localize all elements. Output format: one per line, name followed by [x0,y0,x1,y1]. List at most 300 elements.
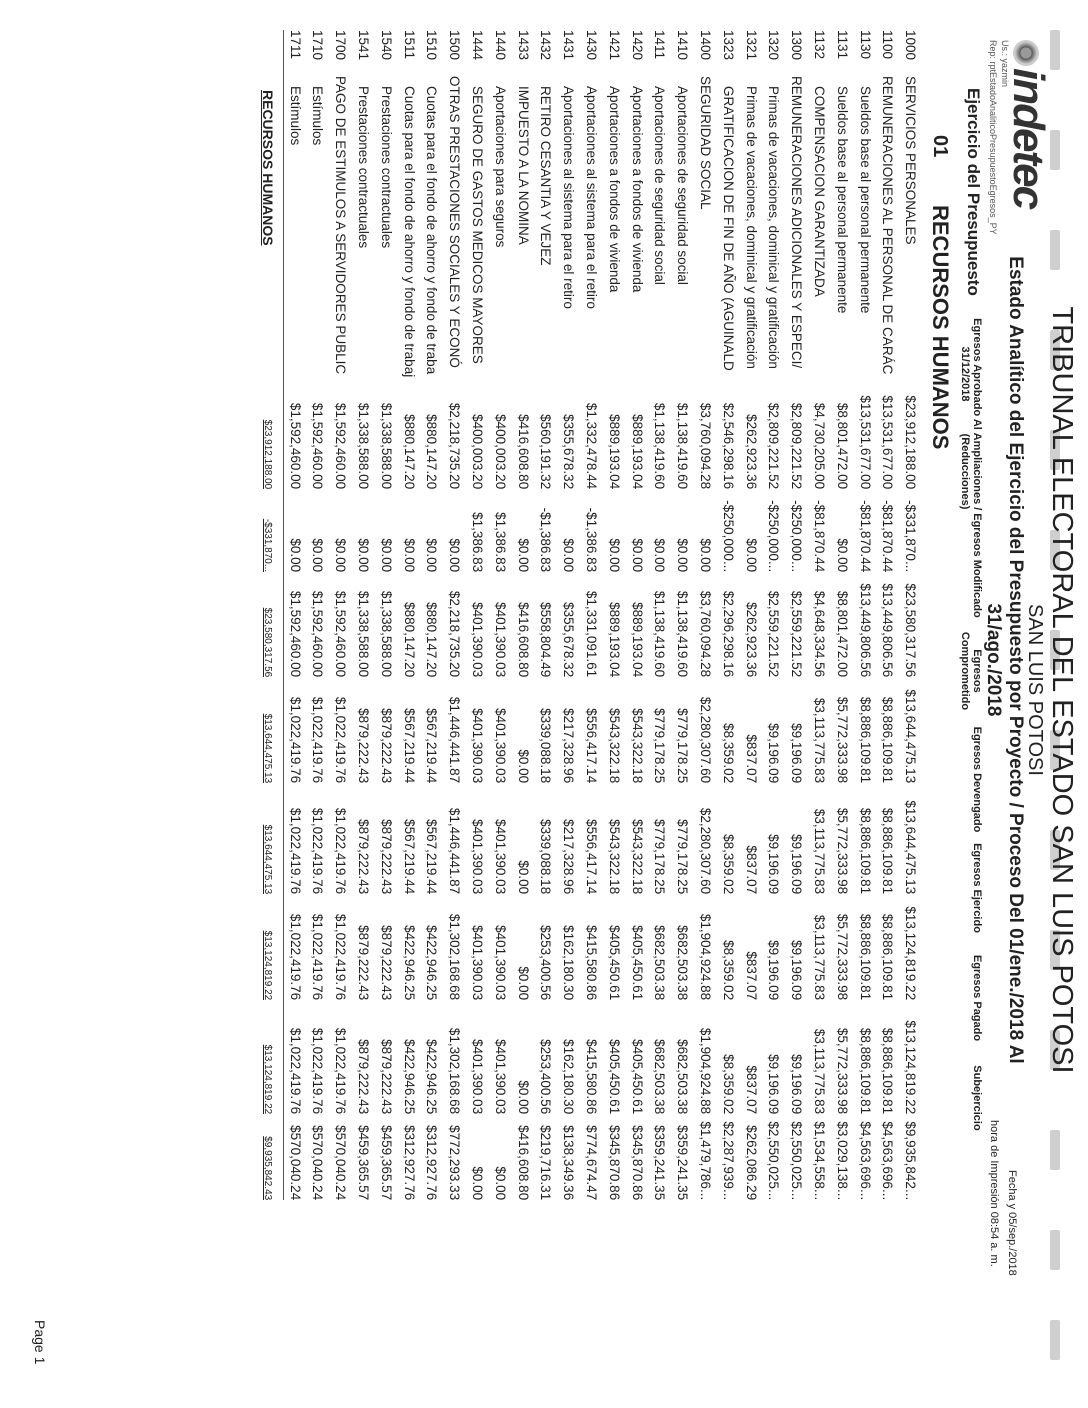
row-description: OTRAS PRESTACIONES SOCIALES Y ECONÓ [447,76,463,368]
row-value: $1,592,460.00 [333,402,349,490]
row-value: $682,503.38 [652,1039,668,1115]
row-value: $422,946.25 [401,925,417,1001]
row-value: $3,760,094.28 [697,590,713,678]
row-value: -$250,000... [789,500,805,573]
row-value: $879,222.43 [378,925,394,1001]
row-value: $8,886,109.81 [857,807,873,895]
row-description: Aportaciones para seguros [492,86,508,248]
row-value: -$1,386.83 [583,507,599,573]
row-value: $9,935,842... [903,1121,919,1201]
row-value: $4,563,696... [857,1121,873,1201]
row-value: $217,328.96 [561,819,577,895]
row-code: 1500 [447,30,463,61]
row-code: 1511 [401,30,417,60]
total-label: RECURSOS HUMANOS [253,70,284,377]
table-row [306,30,329,1200]
row-description: Sueldos base al personal permanente [857,86,873,314]
row-value: $405,450.61 [606,1039,622,1115]
row-value: $459,365.57 [355,1125,371,1201]
row-value: $162,180.30 [561,1039,577,1115]
report-entity-title: TRIBUNAL ELECTORAL DEL ESTADO SAN LUIS POTOSI [1046,306,1078,1074]
row-value: $0.00 [469,1166,485,1201]
row-value: $13,531,677.00 [857,395,873,490]
table-row [694,30,717,1200]
row-code: 1320 [766,30,782,61]
row-value: $4,648,334.56 [811,590,827,678]
row-value: $1,022,419.76 [310,913,326,1001]
row-value: $0.00 [355,538,371,573]
row-value: $543,322.18 [606,708,622,784]
row-code: 1510 [424,30,440,61]
row-value: $5,772,333.98 [834,696,850,784]
row-value: $880,147.20 [424,602,440,678]
row-value: $8,886,109.81 [880,696,896,784]
row-value: $1,022,419.76 [333,913,349,1001]
row-value: $8,359.02 [720,940,736,1001]
row-value: $889,193.04 [629,414,645,490]
row-value: $5,772,333.98 [834,1027,850,1115]
row-value: $355,678.32 [561,414,577,490]
row-value: $682,503.38 [675,1039,691,1115]
row-value: $8,886,109.81 [880,913,896,1001]
table-row [762,30,785,1200]
row-description: Primas de vacaciones, dominical y gratificación [743,86,759,369]
col-header-modificado: Egresos Modificado [971,513,983,618]
row-value: $0.00 [310,538,326,573]
col-header-ampliaciones: Ampliaciones / (Reducciones) [959,432,983,511]
row-value: $889,193.04 [606,414,622,490]
row-value: $1,022,419.76 [287,913,303,1001]
row-code: 1430 [583,30,599,61]
row-value: $253,400.56 [538,925,554,1001]
row-value: $543,322.18 [629,819,645,895]
row-description: Aportaciones a fondos de vivienda [606,86,622,293]
row-value: $8,359.02 [720,723,736,784]
row-value: $570,040.24 [287,1125,303,1201]
row-code: 1420 [629,30,645,61]
table-row [443,30,466,1200]
table-row [854,30,877,1200]
row-value: $779,178.25 [652,819,668,895]
row-code: 1300 [789,30,805,61]
row-code: 1433 [515,30,531,61]
row-value: $682,503.38 [675,925,691,1001]
table-row [489,30,512,1200]
row-code: 1411 [652,30,668,60]
row-value: $359,241.35 [675,1125,691,1201]
row-value: $2,559,221.52 [789,590,805,678]
row-value: $401,390.03 [492,602,508,678]
row-value: $405,450.61 [606,925,622,1001]
row-value: $0.00 [561,538,577,573]
total-value: $13,124,819.22 [253,894,284,1000]
row-value: $401,390.03 [492,819,508,895]
chapter-title: RECURSOS HUMANOS [928,205,953,450]
row-code: 1132 [811,30,827,60]
user-line: Us.: yazmin [1000,40,1010,88]
row-value: $2,546,298.16 [720,402,736,490]
row-value: $1,022,419.76 [287,807,303,895]
col-header-devengado: Egresos Devengado [971,726,983,833]
row-value: $1,386.83 [469,512,485,573]
row-value: $0.00 [697,538,713,573]
table-row [808,30,831,1200]
row-value: $3,113,775.83 [811,1028,827,1115]
row-value: $23,580,317.56 [903,583,919,678]
row-value: $13,124,819.22 [903,906,919,1001]
row-description: Estímulos [310,86,326,146]
row-value: $1,022,419.76 [333,807,349,895]
row-value: $405,450.61 [629,1039,645,1115]
row-description: COMPENSACION GARANTIZADA [811,86,827,297]
row-value: $405,450.61 [629,925,645,1001]
row-value: $1,592,460.00 [333,590,349,678]
row-value: $13,449,806.56 [857,583,873,678]
row-code: 1444 [469,30,485,61]
row-value: $9,196.09 [789,940,805,1001]
col-header-pagado: Egresos Pagado [971,954,983,1042]
row-value: $0.00 [492,1166,508,1201]
row-code: 1000 [903,30,919,61]
row-value: $556,417.14 [583,819,599,895]
row-value: $0.00 [515,749,531,784]
report-subtitle: SAN LUIS POTOSI [1024,604,1046,776]
table-row [534,30,557,1200]
row-value: $0.00 [447,538,463,573]
col-header-comprometido: Egresos Comprometido [959,631,983,711]
row-value: -$250,000... [766,500,782,573]
total-value: $13,644,475.13 [253,783,284,894]
row-value: -$81,870.44 [811,500,827,573]
row-value: $880,147.20 [401,602,417,678]
row-code: 1711 [287,30,303,60]
row-value: $779,178.25 [675,708,691,784]
row-value: $837.07 [743,845,759,895]
row-value: $9,196.09 [766,723,782,784]
row-value: $879,222.43 [378,708,394,784]
row-value: $879,222.43 [355,819,371,895]
report-line: Rep: rptEstadoAnaliticoPresupuestoEgresos_PY [988,40,998,235]
row-value: $543,322.18 [606,819,622,895]
row-value: $8,359.02 [720,834,736,895]
row-value: $0.00 [515,860,531,895]
row-value: $9,196.09 [789,723,805,784]
row-value: $262,923.36 [743,602,759,678]
row-value: $570,040.24 [310,1125,326,1201]
row-value: $0.00 [652,538,668,573]
total-value: $23,580,317.56 [253,572,284,677]
row-value: $879,222.43 [355,708,371,784]
row-value: $401,390.03 [469,925,485,1001]
row-value: $837.07 [743,1065,759,1115]
row-value: $416,608.80 [515,602,531,678]
table-row [899,30,922,1200]
row-value: $1,338,588.00 [378,402,394,490]
row-description: SEGURIDAD SOCIAL [697,76,713,210]
row-value: $567,219.44 [401,708,417,784]
table-row [671,30,694,1200]
row-value: $0.00 [743,538,759,573]
row-value: $0.00 [424,538,440,573]
row-code: 1100 [880,30,896,60]
row-value: $415,580.86 [583,1039,599,1115]
row-value: $345,870.86 [606,1125,622,1201]
row-value: $422,946.25 [401,1039,417,1115]
row-code: 1410 [675,30,691,61]
row-value: $567,219.44 [424,708,440,784]
row-value: $2,296,298.16 [720,590,736,678]
row-value: $2,550,025... [766,1121,782,1201]
row-value: $2,809,221.52 [789,402,805,490]
chapter-number: 01 [929,135,951,158]
row-value: -$1,386.83 [538,507,554,573]
row-code: 1421 [606,30,622,61]
row-description: REMUNERACIONES ADICIONALES Y ESPECI/ [789,76,805,369]
row-code: 1400 [697,30,713,61]
table-row [352,30,375,1200]
row-value: $13,449,806.56 [880,583,896,678]
row-value: $401,390.03 [469,708,485,784]
row-value: $0.00 [629,538,645,573]
table-row [648,30,671,1200]
total-value: $23,912,188.00 [253,377,284,489]
row-value: $556,417.14 [583,708,599,784]
row-value: $1,022,419.76 [333,696,349,784]
row-value: $880,147.20 [401,414,417,490]
row-value: $401,390.03 [492,1039,508,1115]
row-value: $2,559,221.52 [766,590,782,678]
row-value: $2,809,221.52 [766,402,782,490]
report-title: Estado Analítico del Ejercicio del Presupuesto por Proyecto / Proceso Del 01/ene./2018 Al 31/ago./2018 [983,256,1026,1064]
row-value: $774,674.47 [583,1125,599,1201]
row-value: $1,022,419.76 [287,696,303,784]
row-value: $355,678.32 [561,602,577,678]
row-value: $1,446,441.87 [447,696,463,784]
row-value: $837.07 [743,951,759,1001]
total-code-cell [253,30,284,70]
row-value: $558,804.49 [538,602,554,678]
row-value: $8,886,109.81 [880,1027,896,1115]
row-value: $2,280,307.60 [697,807,713,895]
row-value: $401,390.03 [469,819,485,895]
row-value: $0.00 [287,538,303,573]
row-description: RETIRO CESANTIA Y VEJEZ [538,86,554,266]
row-value: $400,003.20 [492,414,508,490]
row-value: $0.00 [515,1080,531,1115]
row-description: Aportaciones al sistema para el retiro [583,86,599,309]
row-value: $3,113,775.83 [811,697,827,784]
row-value: $4,563,696... [880,1121,896,1201]
row-value: $3,760,094.28 [697,402,713,490]
row-value: $889,193.04 [629,602,645,678]
row-code: 1323 [720,30,736,61]
row-value: $1,138,419.60 [652,590,668,678]
row-code: 1431 [561,30,577,61]
row-code: 1541 [355,30,371,61]
table-row [626,30,649,1200]
row-value: $0.00 [834,538,850,573]
page-number: Page 1 [32,1320,48,1365]
row-value: $1,592,460.00 [310,402,326,490]
row-value: $772,293.33 [447,1125,463,1201]
row-value: $0.00 [515,966,531,1001]
row-value: $1,338,588.00 [378,590,394,678]
budget-table [253,30,922,1200]
row-value: $8,801,472.00 [834,402,850,490]
row-value: $1,592,460.00 [287,402,303,490]
logo-globe-icon [1013,40,1039,66]
row-value: $1,138,419.60 [652,402,668,490]
row-value: -$331,870... [903,500,919,573]
row-value: $13,531,677.00 [880,395,896,490]
row-value: $1,022,419.76 [310,696,326,784]
row-value: $1,592,460.00 [310,590,326,678]
row-description: Estímulos [287,86,303,146]
row-code: 1131 [834,30,850,60]
row-value: $4,730,205.00 [811,402,827,490]
row-code: 1440 [492,30,508,61]
table-row [785,30,808,1200]
row-value: $543,322.18 [629,708,645,784]
row-value: $359,241.35 [652,1125,668,1201]
row-value: $682,503.38 [652,925,668,1001]
row-description: Aportaciones de seguridad social [675,86,691,285]
table-row [283,30,306,1200]
row-code: 1130 [857,30,873,60]
row-value: $779,178.25 [652,708,668,784]
row-value: $2,280,307.60 [697,696,713,784]
row-value: $1,386.83 [492,512,508,573]
total-value: $9,935,842.43 [253,1114,284,1200]
row-value: $8,886,109.81 [857,1027,873,1115]
row-value: $1,904,924.88 [697,913,713,1001]
row-description: Aportaciones al sistema para el retiro [561,86,577,309]
table-row [740,30,763,1200]
row-value: $0.00 [675,538,691,573]
row-value: $9,196.09 [766,834,782,895]
row-value: $1,022,419.76 [310,807,326,895]
row-description: REMUNERACIONES AL PERSONAL DE CARÁC [880,76,896,375]
row-value: $570,040.24 [333,1125,349,1201]
table-row [466,30,489,1200]
row-description: Cuotas para el fondo de ahorro y fondo de traba [424,86,440,375]
row-value: $837.07 [743,734,759,784]
print-time: hora de Impresión 08:54 a. m. [988,1120,1000,1267]
row-value: $312,927.76 [424,1125,440,1201]
col-header-subejercicio: Subejercicio [971,1065,983,1131]
row-value: $880,147.20 [424,414,440,490]
row-value: $1,022,419.76 [310,1027,326,1115]
row-value: $345,870.86 [629,1125,645,1201]
row-value: $567,219.44 [401,819,417,895]
total-value: $13,644,475.13 [253,677,284,783]
row-description: Aportaciones a fondos de vivienda [629,86,645,293]
row-value: $422,946.25 [424,925,440,1001]
row-value: $0.00 [515,538,531,573]
row-value: $879,222.43 [378,1039,394,1115]
row-value: $162,180.30 [561,925,577,1001]
row-value: $422,946.25 [424,1039,440,1115]
row-value: $9,196.09 [789,834,805,895]
row-code: 1432 [538,30,554,61]
col-header-aprobado: Egresos Aprobado Al 31/12/2018 [959,318,983,430]
table-row [375,30,398,1200]
row-value: $1,302,168.68 [447,913,463,1001]
row-value: $339,088.18 [538,708,554,784]
total-value: -$331,870... [253,489,284,572]
row-value: $8,886,109.81 [857,913,873,1001]
row-code: 1700 [333,30,349,61]
row-value: $13,124,819.22 [903,1020,919,1115]
table-row [557,30,580,1200]
row-value: $1,904,924.88 [697,1027,713,1115]
row-value: $23,912,188.00 [903,395,919,490]
table-row [329,30,352,1200]
row-value: $401,390.03 [492,708,508,784]
row-description: SEGURO DE GASTOS MEDICOS MAYORES [469,86,485,364]
row-description: Aportaciones de seguridad social [652,86,668,285]
total-row [253,30,284,1200]
row-value: $9,196.09 [789,1054,805,1115]
table-row [512,30,535,1200]
row-value: $401,390.03 [469,1039,485,1115]
row-value: $0.00 [378,538,394,573]
row-value: $13,644,475.13 [903,689,919,784]
row-description: Prestaciones contractuales [355,86,371,249]
row-description: SERVICIOS PERSONALES [903,76,919,245]
row-value: $0.00 [333,538,349,573]
row-value: $459,365.57 [378,1125,394,1201]
row-value: $1,338,588.00 [355,402,371,490]
row-value: $262,923.36 [743,414,759,490]
row-value: $400,003.20 [469,414,485,490]
row-value: $3,113,775.83 [811,808,827,895]
row-value: $1,302,168.68 [447,1027,463,1115]
row-value: $219,716.31 [538,1125,554,1201]
row-code: 1540 [378,30,394,61]
row-value: $0.00 [606,538,622,573]
row-value: $879,222.43 [355,925,371,1001]
row-value: $339,088.18 [538,819,554,895]
table-row [398,30,421,1200]
row-value: $5,772,333.98 [834,913,850,1001]
row-value: $2,550,025... [789,1121,805,1201]
logo [1003,40,1053,208]
row-value: $2,218,735.20 [447,402,463,490]
row-value: $401,390.03 [469,602,485,678]
table-row [420,30,443,1200]
row-description: Primas de vacaciones, dominical y gratificación [766,86,782,369]
col-header-ejercido: Egresos Ejercido [971,843,983,933]
row-value: $9,196.09 [766,940,782,1001]
row-value: $879,222.43 [378,819,394,895]
row-value: $889,193.04 [606,602,622,678]
row-value: $415,580.86 [583,925,599,1001]
row-value: $217,328.96 [561,708,577,784]
row-value: $138,349.36 [561,1125,577,1201]
row-value: $2,218,735.20 [447,590,463,678]
row-value: $1,138,419.60 [675,402,691,490]
row-description: Sueldos base al personal permanente [834,86,850,314]
row-value: $262,086.29 [743,1125,759,1201]
table-row [876,30,899,1200]
row-value: $253,400.56 [538,1039,554,1115]
row-value: $9,196.09 [766,1054,782,1115]
row-value: $416,608.80 [515,414,531,490]
row-value: $1,022,419.76 [333,1027,349,1115]
row-description: IMPUESTO A LA NOMINA [515,86,531,245]
row-value: $416,608.80 [515,1125,531,1201]
